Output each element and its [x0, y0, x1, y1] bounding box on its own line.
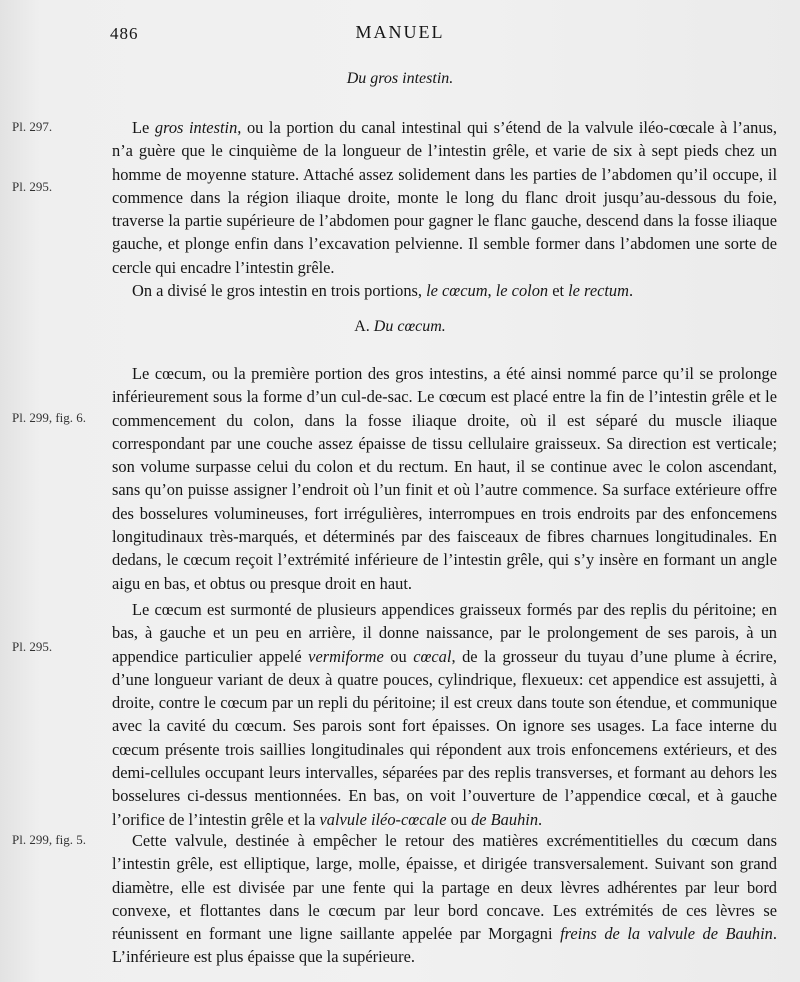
paragraph-text: ou — [383, 646, 414, 666]
term-italic: valvule iléo-cœcale — [319, 809, 447, 829]
paragraph-text: . — [538, 809, 543, 829]
paragraph-text: , — [487, 281, 496, 301]
subsection-prefix: A. — [354, 318, 374, 335]
paragraph-text: , ou la portion du canal intestinal qui s’étend de la valvule iléo-cœcale à l’anus, n’a guère que le cinquième de la longueur de l’intestin grêle, et varie de six à sept pieds chez un homme de moyenne stature. Attaché assez solidement dans les parties de l’abdomen qu’il occupe, il commence dans la région iliaque droite, monte le long du flanc droit jusqu’au-dessous du foie, traverse la partie supérieure de l’abdomen pour gagner le flanc gauche, descend dans la fosse iliaque gauche, et plonge enfin dans l’excavation pelvienne. Il semble former dans l’abdomen une sorte de cercle qui encadre l’intestin grêle. — [112, 118, 777, 277]
paragraph-text: On a divisé le gros intestin en trois portions, — [132, 281, 427, 301]
paragraph-text: . L’inférieure est plus épaisse que la supérieure. — [112, 924, 777, 967]
margin-note: Pl. 295. — [12, 179, 53, 194]
margin-note: Pl. 299, fig. 5. — [12, 832, 87, 847]
paragraph-gros-intestin — [112, 116, 777, 302]
paragraph-text: , de la grosseur du tuyau d’une plume à écrire, d’une longueur variant de deux à quatre pouces, cylindrique, flexueux: cet appendice est assujetti, à droite, contre le cœcum par un repli du péritoine; il est creux dans toute son étendue, et communique avec la cavité du cœcum. Ses parois sont fort épaisses. On ignore ses usages. La face interne du cœcum présente trois saillies longitudinales qui répondent aux trois enfoncemens extérieurs, et des demi-cellules occupant leurs intervalles, séparées par des replis transverses, et formant au dehors les bosselures ci-dessus mentionnées. En bas, on voit l’ouverture de l’appendice cœcal, et à gauche l’orifice de l’intestin grêle et la — [112, 646, 777, 829]
term-italic: vermiforme — [308, 646, 384, 666]
margin-note: Pl. 295. — [12, 639, 53, 654]
term-italic: freins de la valvule de Bauhin — [560, 924, 773, 944]
paragraph-text: Le cœcum est surmonté de plusieurs appendices graisseux formés par des replis du péritoine; en bas, à gauche et un peu en arrière, il donne naissance, par le prolongement de ses parois, à un appendice particulier appelé — [112, 600, 777, 666]
paragraph-text: Le cœcum, ou la première portion des gros intestins, a été ainsi nommé parce qu’il se prolonge inférieurement sous la forme d’un cul-de-sac. Le cœcum est placé entre la fin de l’intestin grêle et le commencement du colon, dans la fosse iliaque droite, où il est séparé du muscle iliaque correspondant par une couche assez épaisse de tissu cellulaire graisseux. Sa direction est verticale; son volume surpasse celui du colon et du rectum. En haut, il se continue avec le colon ascendant, sans qu’on puisse assigner l’endroit où l’un finit et où l’autre commence. Sa surface extérieure offre des bosselures volumineuses, fort irrégulières, interrompues en trois endroits par des enfoncemens longitudinaux très-marqués, et déterminés par des faisceaux de fibres charnues longitudinales. En dedans, le cœcum reçoit l’extrémité inférieure de l’intestin grêle, qui s’y insère en formant un angle aigu en bas, et obtus ou presque droit en haut. — [112, 364, 777, 593]
page-number: 486 — [110, 24, 139, 43]
paragraph-text: Le — [132, 118, 155, 137]
paragraph-text: . — [628, 281, 634, 301]
paragraph-appendices — [112, 598, 777, 831]
paragraph-text: Cette valvule, destinée à empêcher le retour des matières excrémentitielles du cœcum dans l’intestin grêle, est elliptique, large, molle, épaisse, et dirigée transversalement. Suivant son grand diamètre, elle est divisée par une fente qui la partage en deux lèvres adhérentes par leur bord convexe, et flottantes dans le cœcum par leur bord concave. Les extrémités de ces lèvres se réunissent en formant une ligne saillante appelée par Morgagni — [112, 831, 777, 944]
subsection-title — [0, 318, 800, 336]
paragraph-text: et — [548, 281, 569, 301]
margin-note: Pl. 297. — [12, 119, 53, 134]
term-italic: le colon — [495, 281, 549, 301]
paragraph-caecum — [112, 362, 777, 595]
term-italic: le rectum — [568, 281, 629, 301]
margin-note: Pl. 299, fig. 6. — [12, 410, 87, 425]
term-italic: de Bauhin — [471, 809, 539, 829]
paragraph-text: ou — [446, 809, 472, 829]
page-header — [0, 22, 800, 46]
subsection-name: Du cœcum. — [373, 318, 446, 335]
term-italic: le cœcum — [426, 281, 488, 301]
paragraph-valvule — [112, 829, 777, 969]
term-italic: gros intestin — [154, 118, 238, 137]
section-title: Du gros intestin. — [346, 70, 454, 87]
running-head: MANUEL — [355, 22, 445, 42]
term-italic: cœcal — [413, 646, 452, 666]
